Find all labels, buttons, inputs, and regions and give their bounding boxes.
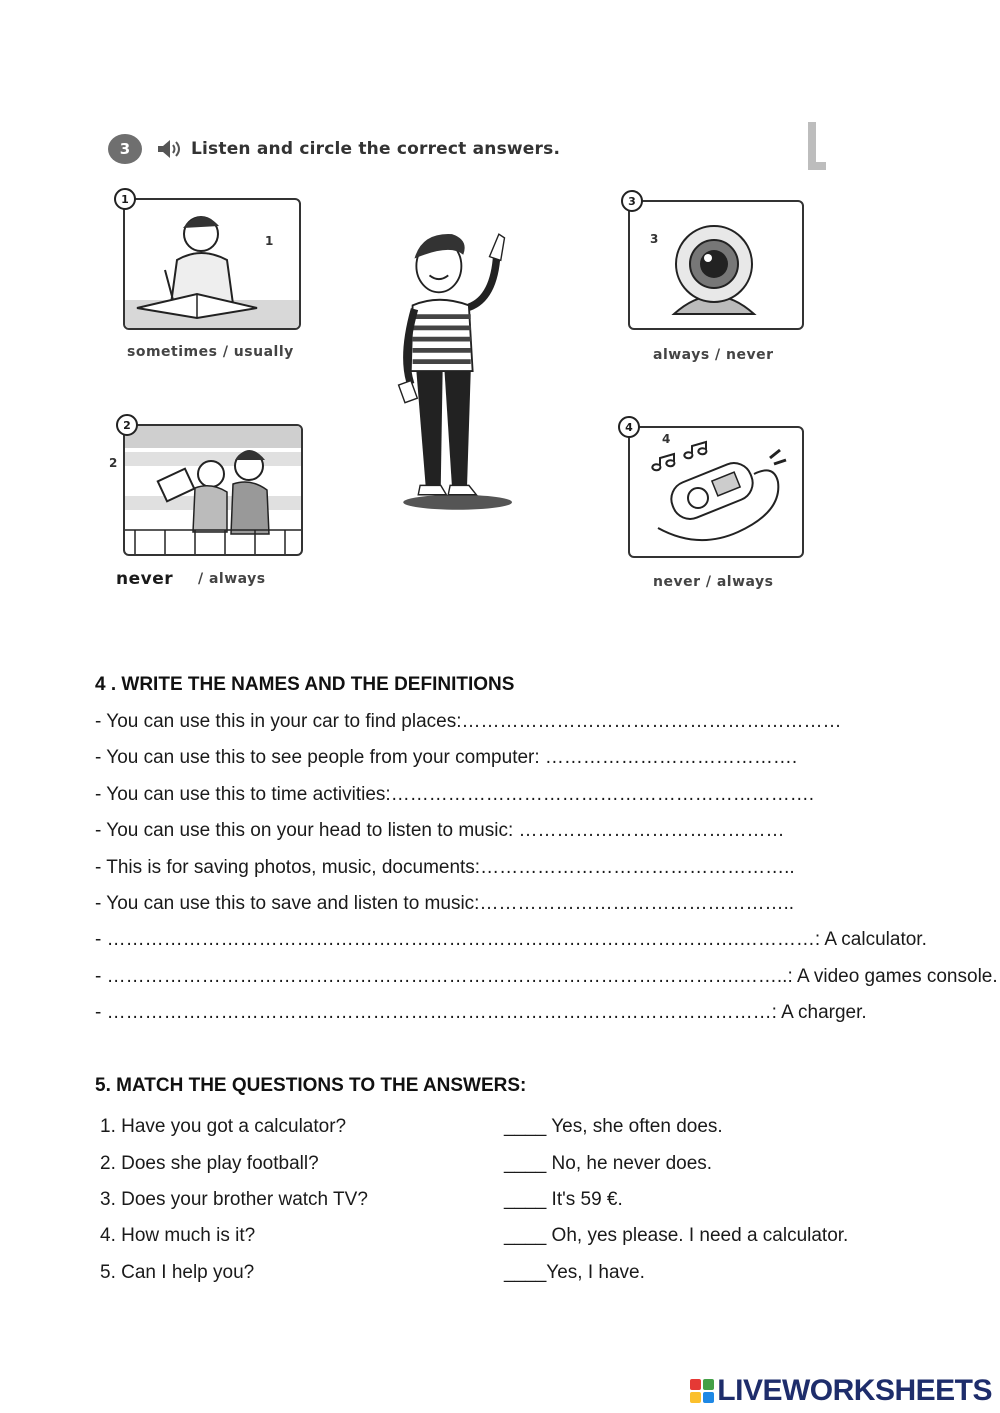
definition-line-3[interactable]: - You can use this to time activities:…………………………………………………………. — [95, 784, 814, 805]
logo-square — [703, 1392, 714, 1403]
section-4-heading: 4 . WRITE THE NAMES AND THE DEFINITIONS — [95, 674, 515, 695]
section-5-heading: 5. MATCH THE QUESTIONS TO THE ANSWERS: — [95, 1075, 527, 1096]
picture-2-caption-option[interactable]: / always — [198, 571, 266, 587]
picture-2-inner-number: 2 — [109, 456, 118, 470]
picture-1-frame — [123, 198, 301, 330]
logo-square — [703, 1379, 714, 1390]
logo-squares-icon — [690, 1379, 714, 1403]
answer-2[interactable]: ____ No, he never does. — [504, 1153, 713, 1174]
answer-4[interactable]: ____ Oh, yes please. I need a calculator. — [504, 1225, 849, 1246]
page-corner-mark — [808, 122, 830, 174]
picture-4-number: 4 — [618, 416, 640, 438]
exercise-number-badge: 3 — [108, 134, 142, 164]
question-2: 2. Does she play football? — [100, 1153, 319, 1174]
shopping-girls-illustration — [125, 426, 301, 554]
answer-1[interactable]: ____ Yes, she often does. — [504, 1116, 723, 1137]
name-line-calculator[interactable]: - ……………………………………………………………………………………….…………: A calculator. — [95, 929, 927, 950]
exercise-instruction: Listen and circle the correct answers. — [191, 139, 561, 159]
logo-square — [690, 1379, 701, 1390]
picture-4-caption[interactable]: never / always — [653, 574, 774, 590]
name-line-console[interactable]: - ……………………………………………………………………………………….……..: A video games console. — [95, 966, 998, 987]
picture-1-inner-number: 1 — [265, 234, 274, 248]
boy-homework-illustration — [125, 200, 299, 328]
boy-pointing-illustration — [392, 206, 542, 536]
mp3-player-illustration — [630, 428, 802, 556]
definition-line-5[interactable]: - This is for saving photos, music, documents:………………………………………….. — [95, 857, 795, 878]
picture-3-caption[interactable]: always / never — [653, 347, 774, 363]
definition-line-6[interactable]: - You can use this to save and listen to music:………………………………………….. — [95, 893, 795, 914]
definition-line-4[interactable]: - You can use this on your head to listen to music: …………………………………… — [95, 820, 785, 841]
definition-line-2[interactable]: - You can use this to see people from your computer: …………………………………. — [95, 747, 798, 768]
picture-1-caption[interactable]: sometimes / usually — [127, 344, 294, 360]
logo-square — [690, 1392, 701, 1403]
question-1: 1. Have you got a calculator? — [100, 1116, 347, 1137]
logo-text: LIVEWORKSHEETS — [717, 1374, 992, 1407]
question-3: 3. Does your brother watch TV? — [100, 1189, 368, 1210]
speaker-icon — [156, 138, 184, 160]
name-line-charger[interactable]: - ……………………………………………………………………………………………: A charger. — [95, 1002, 867, 1023]
picture-4-frame — [628, 426, 804, 558]
picture-3-frame — [628, 200, 804, 330]
picture-3-inner-number: 3 — [650, 232, 659, 246]
picture-2-number: 2 — [116, 414, 138, 436]
picture-1-number: 1 — [114, 188, 136, 210]
picture-4-inner-number: 4 — [662, 432, 671, 446]
question-5: 5. Can I help you? — [100, 1262, 255, 1283]
answer-5[interactable]: ____Yes, I have. — [504, 1262, 645, 1283]
webcam-illustration — [630, 202, 802, 328]
picture-2-frame — [123, 424, 303, 556]
question-4: 4. How much is it? — [100, 1225, 256, 1246]
definition-line-1[interactable]: - You can use this in your car to find places:…………………………………………………… — [95, 711, 842, 732]
answer-3[interactable]: ____ It's 59 €. — [504, 1189, 623, 1210]
picture-2-caption-answer[interactable]: never — [116, 569, 174, 589]
liveworksheets-logo[interactable] — [690, 1374, 992, 1408]
picture-3-number: 3 — [621, 190, 643, 212]
